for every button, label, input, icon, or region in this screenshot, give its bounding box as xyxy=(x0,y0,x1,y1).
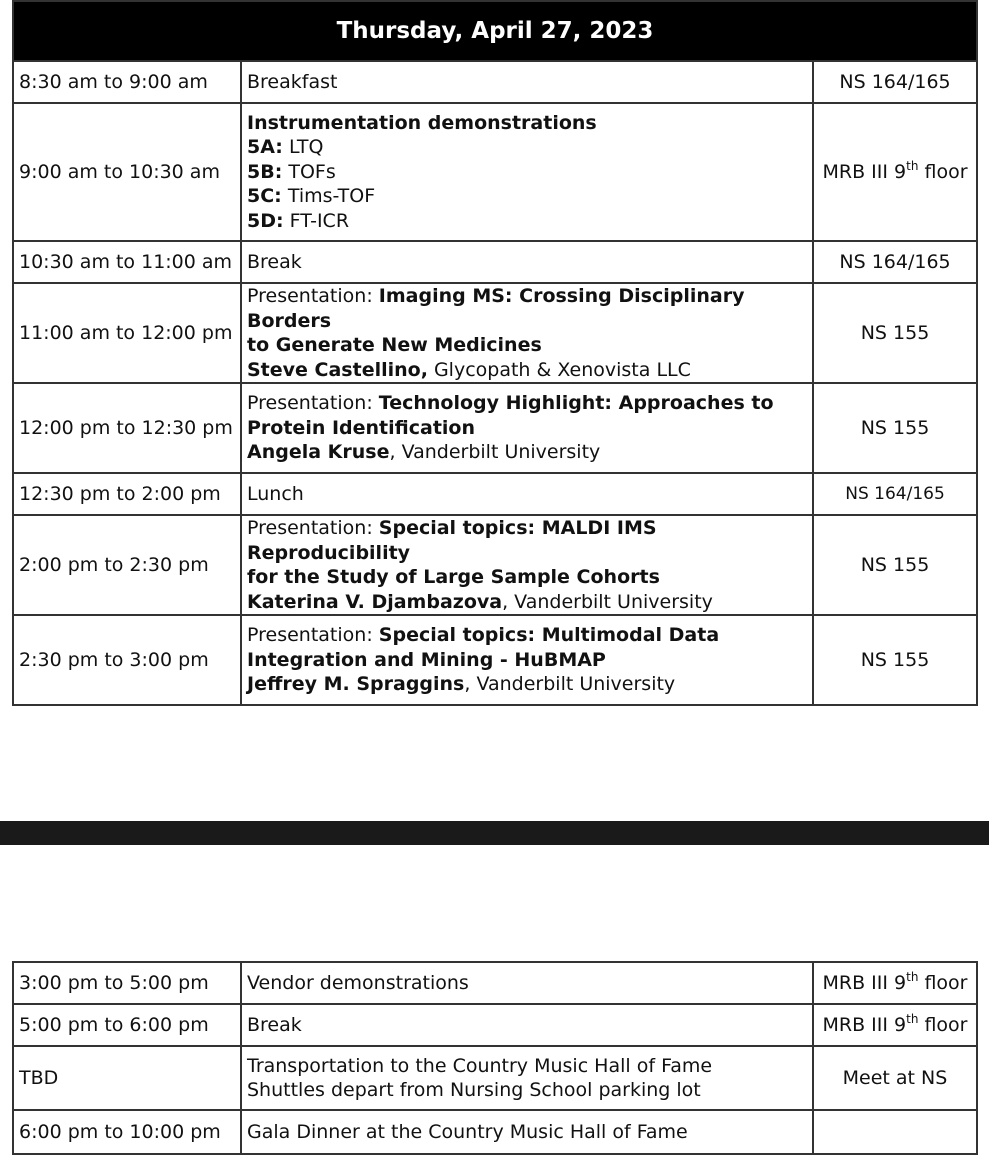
presentation-prefix: Presentation: xyxy=(247,624,379,647)
table-row xyxy=(13,103,977,241)
speaker-name: Katerina V. Djambazova xyxy=(247,590,503,613)
day-header-row xyxy=(13,1,977,61)
session-time: 12:00 pm to 12:30 pm xyxy=(13,383,241,473)
session-time: 6:00 pm to 10:00 pm xyxy=(13,1110,241,1154)
table-row xyxy=(13,1110,977,1154)
speaker-affiliation: Glycopath & Xenovista LLC xyxy=(427,358,691,381)
session-room: NS 164/165 xyxy=(813,473,977,515)
session-time: 10:30 am to 11:00 am xyxy=(13,241,241,283)
table-row xyxy=(13,383,977,473)
presentation-title: Integration and Mining - HuBMAP xyxy=(247,648,606,671)
table-row xyxy=(13,962,977,1004)
presentation-title: for the Study of Large Sample Cohorts xyxy=(247,566,660,588)
schedule-table xyxy=(12,0,978,706)
session-activity: Breakfast xyxy=(241,61,813,103)
session-activity: Transportation to the Country Music Hall of Fame Shuttles depart from Nursing School parking lot xyxy=(241,1046,813,1110)
session-activity xyxy=(241,283,813,383)
table-row xyxy=(13,283,977,383)
presentation-title: Special topics: Multimodal Data xyxy=(378,624,720,647)
session-room: NS 164/165 xyxy=(813,61,977,103)
presentation-prefix: Presentation: xyxy=(247,392,379,415)
session-room: NS 155 xyxy=(813,383,977,473)
session-time: 2:30 pm to 3:00 pm xyxy=(13,615,241,705)
session-room: NS 155 xyxy=(813,615,977,705)
speaker-name: Steve Castellino, xyxy=(247,358,428,381)
session-time: 3:00 pm to 5:00 pm xyxy=(13,962,241,1004)
session-time: 12:30 pm to 2:00 pm xyxy=(13,473,241,515)
table-row xyxy=(13,1046,977,1110)
session-activity xyxy=(241,103,813,241)
session-activity: Break xyxy=(241,1004,813,1046)
activity-title: Instrumentation demonstrations xyxy=(247,111,597,134)
table-row xyxy=(13,61,977,103)
session-room: MRB III 9th floor xyxy=(813,1004,977,1046)
session-activity: Vendor demonstrations xyxy=(241,962,813,1004)
table-row xyxy=(13,241,977,283)
session-room: NS 155 xyxy=(813,283,977,383)
session-room: NS 164/165 xyxy=(813,241,977,283)
speaker-affiliation: , Vanderbilt University xyxy=(389,441,601,464)
session-time: 11:00 am to 12:00 pm xyxy=(13,283,241,383)
session-room: NS 155 xyxy=(813,515,977,615)
demo-item: 5A: LTQ xyxy=(247,136,324,159)
speaker-affiliation: , Vanderbilt University xyxy=(464,673,676,696)
table-row xyxy=(13,1004,977,1046)
demo-item: 5D: FT-ICR xyxy=(247,209,350,232)
demo-item: 5C: Tims-TOF xyxy=(247,185,376,208)
presentation-prefix: Presentation: xyxy=(247,517,379,539)
session-room: MRB III 9th floor xyxy=(813,962,977,1004)
speaker-affiliation: , Vanderbilt University xyxy=(502,590,713,613)
session-activity: Break xyxy=(241,241,813,283)
schedule-table-continued xyxy=(12,961,978,1155)
page-divider-band xyxy=(0,821,989,845)
presentation-title: to Generate New Medicines xyxy=(247,334,542,356)
presentation-prefix: Presentation: xyxy=(247,285,379,307)
session-time: 8:30 am to 9:00 am xyxy=(13,61,241,103)
speaker-name: Angela Kruse xyxy=(247,441,390,464)
table-row xyxy=(13,615,977,705)
session-room xyxy=(813,1110,977,1154)
session-time: 2:00 pm to 2:30 pm xyxy=(13,515,241,615)
session-activity xyxy=(241,383,813,473)
session-room: MRB III 9th floor xyxy=(813,103,977,241)
session-time: 5:00 pm to 6:00 pm xyxy=(13,1004,241,1046)
presentation-title: Imaging MS: Crossing Disciplinary Borders xyxy=(247,285,745,332)
session-activity xyxy=(241,615,813,705)
session-time: TBD xyxy=(13,1046,241,1110)
session-room: Meet at NS xyxy=(813,1046,977,1110)
presentation-title: Technology Highlight: Approaches to xyxy=(378,392,774,415)
presentation-title: Special topics: MALDI IMS Reproducibility xyxy=(247,517,657,564)
session-activity: Gala Dinner at the Country Music Hall of Fame xyxy=(241,1110,813,1154)
session-time: 9:00 am to 10:30 am xyxy=(13,103,241,241)
session-activity xyxy=(241,515,813,615)
speaker-name: Jeffrey M. Spraggins xyxy=(247,673,465,696)
session-activity: Lunch xyxy=(241,473,813,515)
table-row xyxy=(13,515,977,615)
demo-item: 5B: TOFs xyxy=(247,160,336,183)
presentation-title: Protein Identification xyxy=(247,416,475,439)
table-row xyxy=(13,473,977,515)
day-title: Thursday, April 27, 2023 xyxy=(13,1,977,61)
